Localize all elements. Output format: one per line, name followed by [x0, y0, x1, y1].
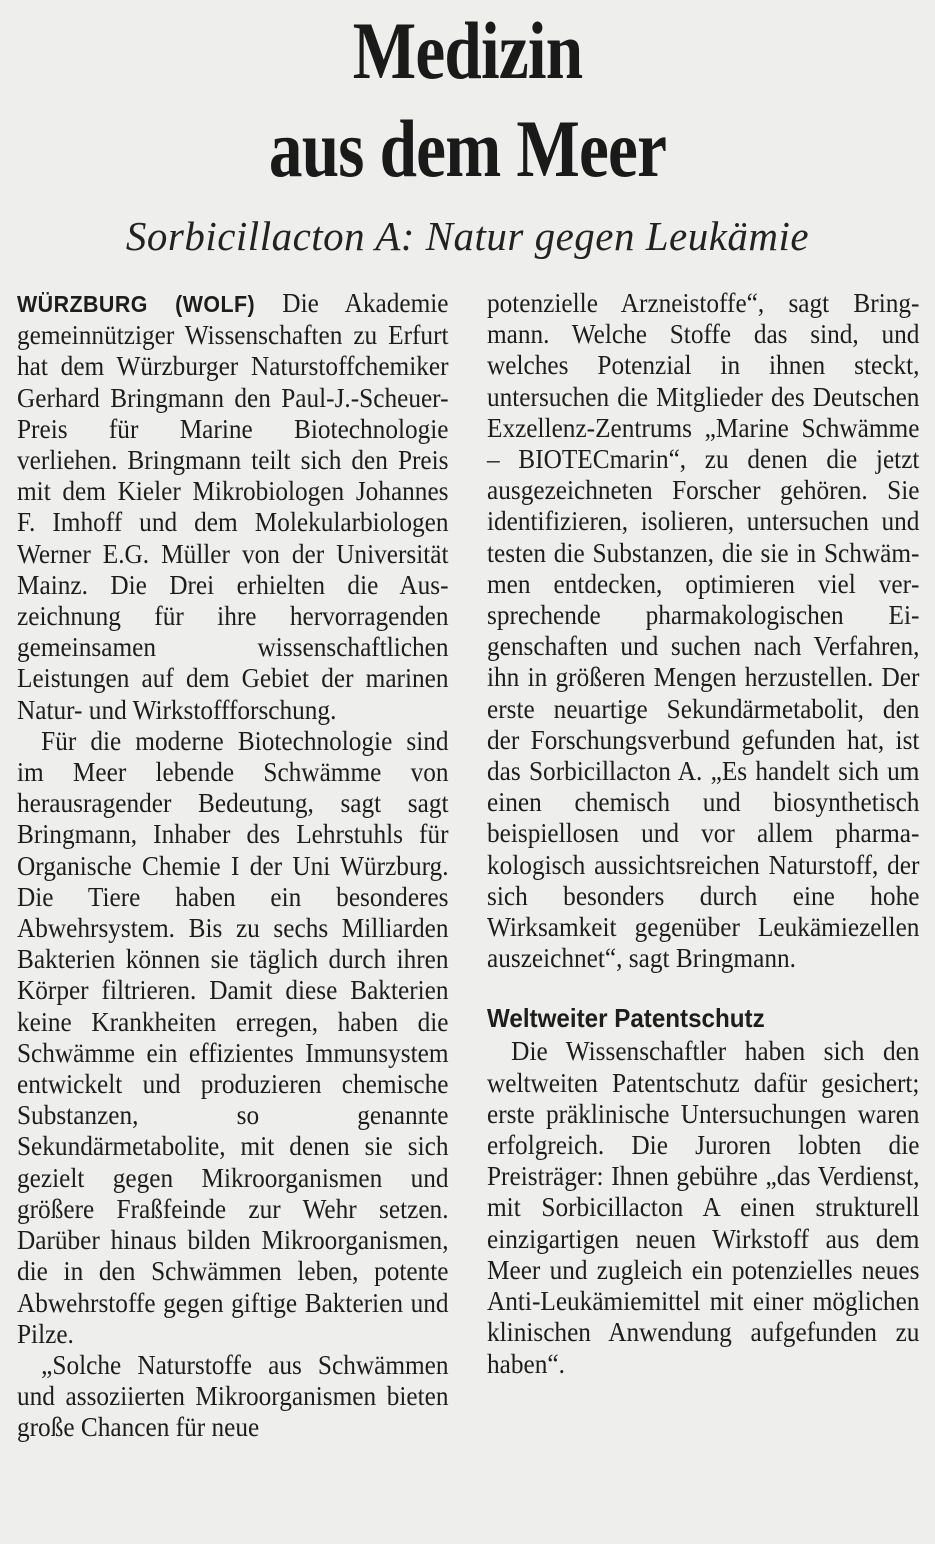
column-right — [487, 288, 919, 1380]
headline-line-1: Medizin — [352, 5, 583, 96]
column-left — [17, 288, 449, 1444]
section-subheading: Weltweiter Patentschutz — [487, 1003, 765, 1034]
paragraph-1 — [17, 288, 449, 726]
subheadline: Sorbicillacton A: Natur gegen Leukämie — [125, 213, 810, 259]
paragraph-4: Die Wissenschaftler haben sich den weltweiten Patentschutz dafür gesichert; erste präklinische Untersuchungen waren erfolgreich. Die Juroren lobten die Preisträger: Ihnen gebühre „das Verdienst, mit Sorbicillacton A einen strukturell einzigartigen neuen Wirkstoff aus dem Meer und zugleich ein potenzielles neues Anti-Leukämiemittel mit einer möglichen klinischen Anwendung aufgefunden zu haben“. — [487, 1036, 920, 1379]
dateline: WÜRZBURG (WOLF) — [17, 291, 256, 317]
headline-line-2: aus dem Meer — [268, 103, 667, 194]
paragraph-3-start: „Solche Naturstoffe aus Schwämmen und assoziierten Mikroorganismen bieten große Chancen für neue — [17, 1349, 449, 1443]
paragraph-1-text: Die Akademie gemeinnütziger Wissenschaften zu Erfurt hat dem Würzburger Naturstoffchemiker Gerhard Bringmann den Paul-J.-Scheuer-Preis für Marine Biotechnologie verliehen. Bringmann teilt sich den Preis mit dem Kieler Mikrobiologen Johannes F. Imhoff und dem Molekularbiologen Werner E.G. Müller von der Universität Mainz. Die Drei erhielten die Auszeichnung für ihre hervorragenden gemeinsamen wissenschaftlichen Leistungen auf dem Gebiet der marinen Natur- und Wirkstoffforschung. — [17, 288, 449, 725]
paragraph-2: Für die moderne Biotechnologie sind im Meer lebende Schwämme von herausragender Bedeutung, sagt sagt Bringmann, Inhaber des Lehrstuhls für Organische Chemie I der Uni Würzburg. Die Tiere haben ein besonderes Abwehrsystem. Bis zu sechs Milliarden Bakterien können sie täglich durch ihren Körper filtrieren. Damit diese Bakterien keine Krankheiten erregen, haben die Schwämme ein effizientes Immunsystem entwickelt und produzieren chemische Substanzen, so genannte Sekundärmetabolite, mit denen sie sich gezielt gegen Mikroorganismen und größere Fraßfeinde zur Wehr setzen. Darüber hinaus bilden Mikroorganismen, die in den Schwämmen leben, potente Abwehrstoffe gegen giftige Bakterien und Pilze. — [17, 725, 449, 1349]
paragraph-3-continued: potenzielle Arzneistoffe“, sagt Bringmann. Welche Stoffe das sind, und welches Potenzial in ihnen steckt, untersuchen die Mitglieder des Deutschen Exzellenz-Zentrums „Marine Schwämme – BIOTECmarin“, zu denen die jetzt ausgezeichneten Forscher gehören. Sie identifizieren, isolieren, untersuchen und testen die Substanzen, die sie in Schwämmen entdecken, optimieren viel versprechende pharmakologischen Eigenschaften und suchen nach Verfahren, ihn in größeren Mengen herzustellen. Der erste neuartige Sekundärmetabolit, den der Forschungsverbund gefunden hat, ist das Sorbicillacton A. „Es handelt sich um einen chemisch und biosynthetisch beispiellosen und vor allem pharmakologisch aussichtsreichen Naturstoff, der sich besonders durch eine hohe Wirksamkeit gegenüber Leukämiezellen auszeichnet“, sagt Bringmann. — [487, 288, 920, 974]
headline — [84, 2, 851, 198]
